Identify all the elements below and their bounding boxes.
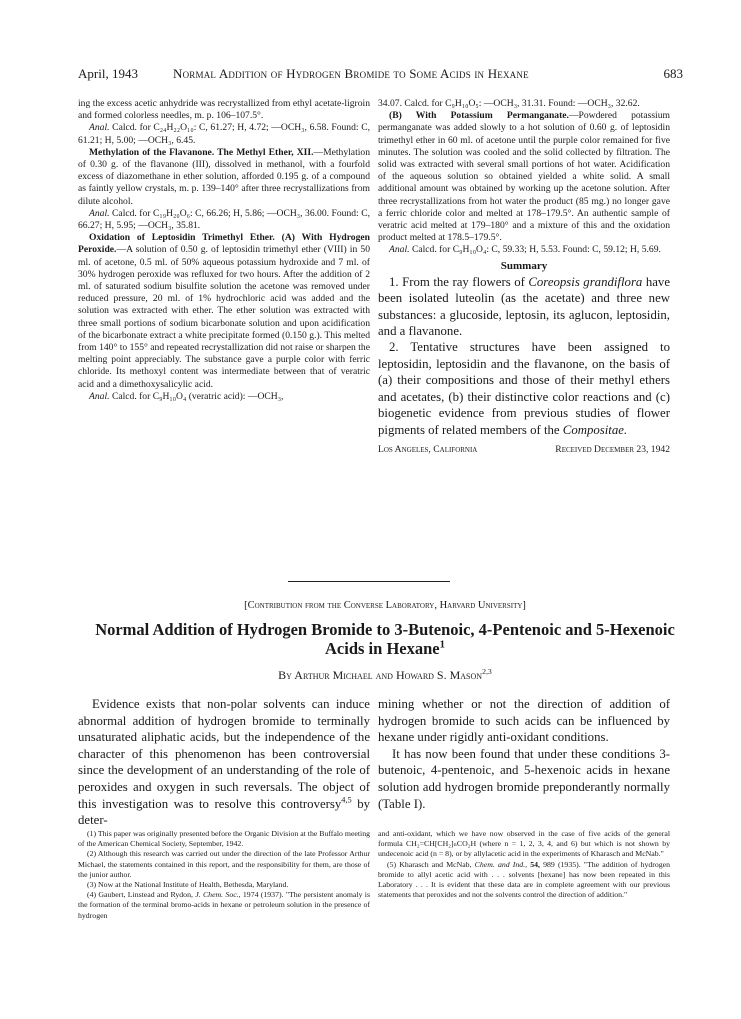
footnote-4: (4) Gaubert, Linstead and Rydon, J. Chem. Soc., 1974 (1937). "The persistent anomaly is the formation of the terminal bromo-acids in hexane or petroleum solution in the presence of hydrogen [78, 890, 370, 920]
analysis-paragraph [78, 208, 370, 232]
summary-item-2: 2. Tentative structures have been assigned to leptosidin, leptosidin and the flavanone, on the basis of (a) their compositions and those of their methyl ethers and acetates, (b) their distinctive color reactions and (c) biogenetic evidence from previous studies of flower pigments of related members of the Compositae. [378, 340, 670, 437]
family-name: Compositae. [562, 422, 628, 437]
analysis-text: Calcd. for C₉H₁₀O₄ (veratric acid): —OCH₃, [111, 390, 284, 402]
section-paragraph [78, 147, 370, 208]
analysis-text: Calcd. for C₉H₁₀O₄: C, 59.33; H, 5.53. Found: C, 59.12; H, 5.69. [411, 244, 661, 256]
section-text: —A solution of 0.50 g. of leptosidin trimethyl ether (VIII) in 50 ml. of acetone, 0.5 ml. of 50% aqueous potassium hydroxide and 7 ml. of 30% hydrogen peroxide was refluxed for two hours. After the addition of 2 ml. of saturated sodium bisulfite solution the acetone was removed under reduced pressure, 20 ml. of 1% hydrochloric acid was added and the solution was extracted with ether. The ether solution was extracted with three small portions of sodium bicarbonate solution and upon acidification of the bicarbonate extract a white precipitate formed (0.150 g.). This melted from 140° to 155° and repeated recrystallization did not raise or sharpen the melting point appreciably. The substance gave a purple color with ferric chloride. Its methoxyl content was intermediate between that of veratric acid and a dimethoxysalicylic acid. [78, 244, 370, 390]
anal-label: Anal. [89, 122, 110, 134]
title-footnote-ref: 1 [439, 638, 445, 651]
byline: By Arthur Michael and Howard S. Mason$^{2,3}$ [278, 667, 492, 682]
paragraph: Evidence exists that non-polar solvents can induce abnormal addition of hydrogen bromide to terminally unsaturated aliphatic acids, but the independence of the character of this phenomenon has been controversial since the development of an understanding of the role of peroxides and oxygen in such reversals. The object of this investigation was to resolve this controversy$^{4,5}$ by deter- [78, 697, 370, 828]
anal-label: Anal. [89, 207, 110, 219]
journal-name: Chem. and Ind., [474, 859, 528, 869]
volume-number: 54, [530, 859, 540, 869]
footnote-3: (3) Now at the National Institute of Health, Bethesda, Maryland. [87, 880, 289, 890]
author-footnote-ref: 2,3 [482, 667, 492, 676]
right-column [378, 98, 670, 456]
signoff-received: Received December 23, 1942 [555, 443, 670, 455]
summary [378, 274, 670, 438]
summary-item-1: 1. From the ray flowers of Coreopsis grandiflora have been isolated luteolin (as the acetate) and three new substances: a glucoside, leptosin, its aglucon, leptosidin, and a flavanone. [378, 274, 671, 339]
analysis-paragraph [78, 122, 370, 146]
paragraph: mining whether or not the direction of addition of hydrogen bromide to such acids can be influenced by hexane under rigidly anti-oxidant conditions. [378, 697, 670, 745]
footnotes-right [378, 829, 670, 900]
section-text: —Methylation of 0.30 g. of the flavanone (III), dissolved in methanol, with a fourfold excess of diazomethane in ether solution, afforded 0.195 g. of a compound as faintly yellow crystals, m. p. 139–140° after three recrystallizations from dilute alcohol. [78, 146, 370, 207]
footnote-ref: 4,5 [341, 795, 352, 805]
species-name: Coreopsis grandiflora [528, 274, 643, 289]
analysis-text: Calcd. for C₂₄H₂₂O₁₀: C, 61.27; H, 4.72; —OCH₃, 6.58. Found: C, 61.21; H, 5.00; —OCH₃, 6.45. [78, 122, 370, 146]
author-1: Arthur Michael [294, 668, 373, 682]
journal-name: J. Chem. Soc., [195, 890, 241, 900]
author-2: Howard S. Mason [395, 668, 483, 682]
paragraph: 34.07. Calcd. for C₉H₁₀O₅: —OCH₃, 31.31. Found: —OCH₃, 32.62. [378, 98, 640, 109]
running-title: Normal Addition of Hydrogen Bromide to Some Acids in Hexane [173, 66, 529, 81]
section-paragraph [378, 110, 670, 244]
paragraph: ing the excess acetic anhydride was recrystallized from ethyl acetate-ligroin and formed colorless needles, m. p. 106–107.5°. [78, 98, 370, 122]
section-heading: Methylation of the Flavanone. The Methyl Ether, XII. [89, 146, 314, 158]
section-heading: Oxidation of Leptosidin Trimethyl Ether. (A) With Hydrogen Peroxide. [78, 232, 370, 256]
left-column [78, 98, 370, 403]
footnote-4-continued: and anti-oxidant, which we have now observed in the case of five acids of the general formula CH₂=CH[CH₂]ₙCO₂H (where n = 1, 2, 3, 4, and 6) but which is not shown by undecenoic acid (n = 8), or by allylacetic acid in the experiments of Kharasch and McNab." [378, 829, 670, 859]
footnote-1: (1) This paper was originally presented before the Organic Division at the Buffalo meeting of the American Chemical Society, September, 1942. [78, 829, 370, 849]
summary-heading: Summary [500, 259, 548, 272]
section-paragraph [78, 232, 370, 391]
paragraph: It has now been found that under these conditions 3-butenoic, 4-pentenoic, and 5-hexenoic acids in hexane solution add hydrogen bromide preponderantly normally (Table I). [378, 746, 670, 811]
footnote-5: (5) Kharasch and McNab, Chem. and Ind., 54, 989 (1935). "The addition of hydrogen bromide to allyl acetic acid with . . . solvents [hexane] has now been repeated in this Laboratory . . . It is evident that these data are in complete agreement with our previous statements that peroxides and not the solvents control the direction of addition." [378, 859, 671, 900]
signoff [378, 444, 670, 456]
contribution-line: [Contribution from the Converse Laboratory, Harvard University] [244, 600, 526, 611]
anal-label: Anal. [89, 390, 110, 402]
section-text: —Powdered potassium permanganate was added slowly to a hot solution of 0.60 g. of leptosidin trimethyl ether in 60 ml. of acetone until the purple color remained for five minutes. The solution was cooled and the solid collected by filtration. The solid was extracted with several small portions of hot water. Acidification of the aqueous solution so obtained yielded a white solid. A small additional amount was obtained by working up the acetone solution. After three recrystallizations from hot water the product (85 mg.) no longer gave a ferric chloride color and melted at 178–179.5°. An authentic sample of veratric acid melted at 179–180° and a mixture of this and the oxidation product melted at 178.5–179.5°. [378, 110, 670, 244]
section-divider [288, 581, 450, 582]
analysis-paragraph [378, 244, 670, 256]
footnotes-left [78, 829, 370, 921]
section-heading: (B) With Potassium Permanganate. [389, 110, 569, 122]
footnote-2: (2) Although this research was carried out under the direction of the late Professor Arthur Michael, the statements contained in this report, and the responsibility for them, are those of the junior author. [78, 849, 370, 879]
page-number: 683 [663, 66, 683, 81]
article-body-right [378, 696, 670, 812]
anal-label: Anal. [389, 244, 410, 256]
analysis-text: Calcd. for C₁₉H₂₀O₆: C, 66.26; H, 5.86; —OCH₃, 36.00. Found: C, 66.27; H, 5.95; —OCH₃, 35.81. [78, 207, 370, 232]
signoff-place: Los Angeles, California [378, 443, 478, 455]
running-header [78, 66, 683, 86]
article-body-left [78, 696, 370, 829]
analysis-paragraph [78, 391, 370, 403]
article-title: Normal Addition of Hydrogen Bromide to 3-Butenoic, 4-Pentenoic and 5-Hexenoic Acids in Hexane$^1$ [95, 620, 675, 658]
issue-date: April, 1943 [78, 66, 138, 81]
